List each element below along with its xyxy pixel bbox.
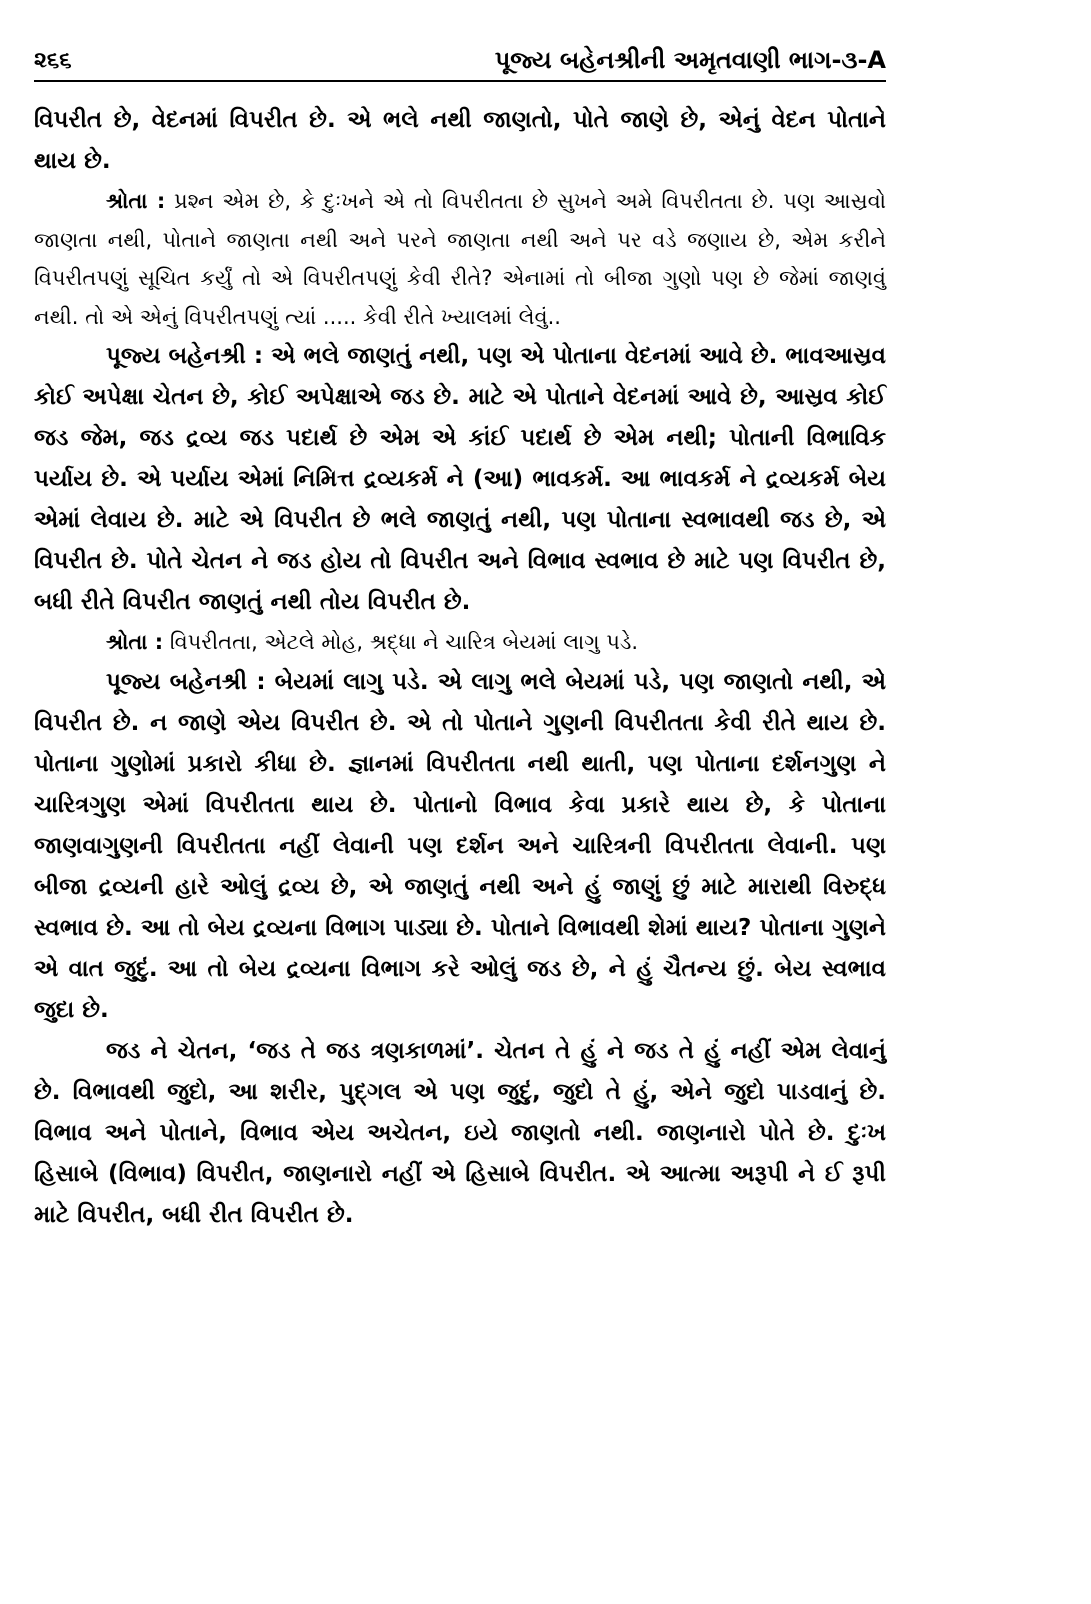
paragraph-text: બેયમાં લાગુ પડે. એ લાગુ ભલે બેયમાં પડે, પણ જાણતો નથી, એ વિપરીત છે. ન જાણે એય વિપરીત છે. એ તો પોતાને ગુણની વિપરીતતા કેવી રીતે થાય છે. પોતાના ગુણોમાં પ્રકારો કીધા છે. જ્ઞાનમાં વિપરીતતા નથી થાતી, પણ પોતાના દર્શનગુણ ને ચારિત્રગુણ એમાં વિપરીતતા થાય છે. પોતાનો વિભાવ કેવા પ્રકારે થાય છે, કે પોતાના જાણવાગુણની વિપરીતતા નહીં લેવાની પણ દર્શન અને ચારિત્રની વિપરીતતા લેવાની. પણ બીજા દ્રવ્યની હારે ઓલું દ્રવ્ય છે, એ જાણતું નથી અને હું જાણું છું માટે મારાથી વિરુદ્ધ સ્વભાવ છે. આ તો બેય દ્રવ્યના વિભાગ પાડ્યા છે. પોતાને વિભાવથી શેમાં થાય? પોતાના ગુણને એ વાત જુદું. આ તો બેય દ્રવ્યના વિભાગ કરે ઓલું જડ છે, ને હું ચૈતન્ય છું. બેય સ્વભાવ જુદા છે. bbox=[34, 668, 886, 1023]
paragraph-answer bbox=[34, 336, 886, 623]
paragraph-continuation bbox=[34, 100, 886, 182]
speaker-label: પૂજ્ય બહેનશ્રી : bbox=[106, 343, 264, 369]
paragraph-answer bbox=[34, 662, 886, 1031]
paragraph-answer-continued bbox=[34, 1031, 886, 1236]
speaker-label: પૂજ્ય બહેનશ્રી : bbox=[106, 668, 266, 695]
running-header bbox=[34, 44, 886, 82]
paragraph-text: જડ ને ચેતન, ‘જડ તે જડ ત્રણકાળમાં’. ચેતન તે હું ને જડ તે હું નહીં એમ લેવાનું છે. વિભાવથી જુદો, આ શરીર, પુદ્ગલ એ પણ જુદું, જુદો તે હું, એને જુદો પાડવાનું છે. વિભાવ અને પોતાને, વિભાવ એય અચેતન, ઇયે જાણતો નથી. જાણનારો પોતે છે. દુઃખ હિસાબે (વિભાવ) વિપરીત, જાણનારો નહીં એ હિસાબે વિપરીત. એ આત્મા અરૂપી ને ઈ રૂપી માટે વિપરીત, બધી રીત વિપરીત છે. bbox=[34, 1037, 886, 1228]
speaker-label: શ્રોતા : bbox=[106, 630, 164, 654]
speaker-label: શ્રોતા : bbox=[106, 189, 166, 213]
paragraph-question bbox=[34, 623, 886, 662]
paragraph-text: વિપરીતતા, એટલે મોહ, શ્રદ્ધા ને ચારિત્ર બેયમાં લાગુ પડે. bbox=[163, 630, 639, 654]
book-title: પૂજ્ય બહેનશ્રીની અમૃતવાણી ભાગ-૩-A bbox=[494, 46, 886, 74]
paragraph-text: એ ભલે જાણતું નથી, પણ એ પોતાના વેદનમાં આવે છે. ભાવઆસ્રવ કોઈ અપેક્ષા ચેતન છે, કોઈ અપેક્ષાએ જડ છે. માટે એ પોતાને વેદનમાં આવે છે, આસ્રવ કોઈ જડ જેમ, જડ દ્રવ્ય જડ પદાર્થ છે એમ એ કાંઈ પદાર્થ છે એમ નથી; પોતાની વિભાવિક પર્યાય છે. એ પર્યાય એમાં નિમિત્ત દ્રવ્યકર્મ ને (આ) ભાવકર્મ. આ ભાવકર્મ ને દ્રવ્યકર્મ બેય એમાં લેવાય છે. માટે એ વિપરીત છે ભલે જાણતું નથી, પણ પોતાના સ્વભાવથી જડ છે, એ વિપરીત છે. પોતે ચેતન ને જડ હોય તો વિપરીત અને વિભાવ સ્વભાવ છે માટે પણ વિપરીત છે, બધી રીતે વિપરીત જાણતું નથી તોય વિપરીત છે. bbox=[34, 343, 886, 615]
paragraph-text: પ્રશ્ન એમ છે, કે દુઃખને એ તો વિપરીતતા છે સુખને અમે વિપરીતતા છે. પણ આસ્રવો જાણતા નથી, પોતાને જાણતા નથી અને પરને જાણતા નથી અને પર વડે જણાય છે, એમ કરીને વિપરીતપણું સૂચિત કર્યું તો એ વિપરીતપણું કેવી રીતે? એનામાં તો બીજા ગુણો પણ છે જેમાં જાણવું નથી. તો એ એનું વિપરીતપણું ત્યાં ..... કેવી રીતે ખ્યાલમાં લેવું.. bbox=[34, 189, 887, 329]
paragraph-text: વિપરીત છે, વેદનમાં વિપરીત છે. એ ભલે નથી જાણતો, પોતે જાણે છે, એનું વેદન પોતાને થાય છે. bbox=[34, 107, 886, 174]
paragraph-question bbox=[34, 182, 886, 336]
book-page bbox=[34, 44, 886, 1236]
page-number: ૨૬૬ bbox=[34, 48, 72, 73]
page-body bbox=[34, 100, 886, 1236]
